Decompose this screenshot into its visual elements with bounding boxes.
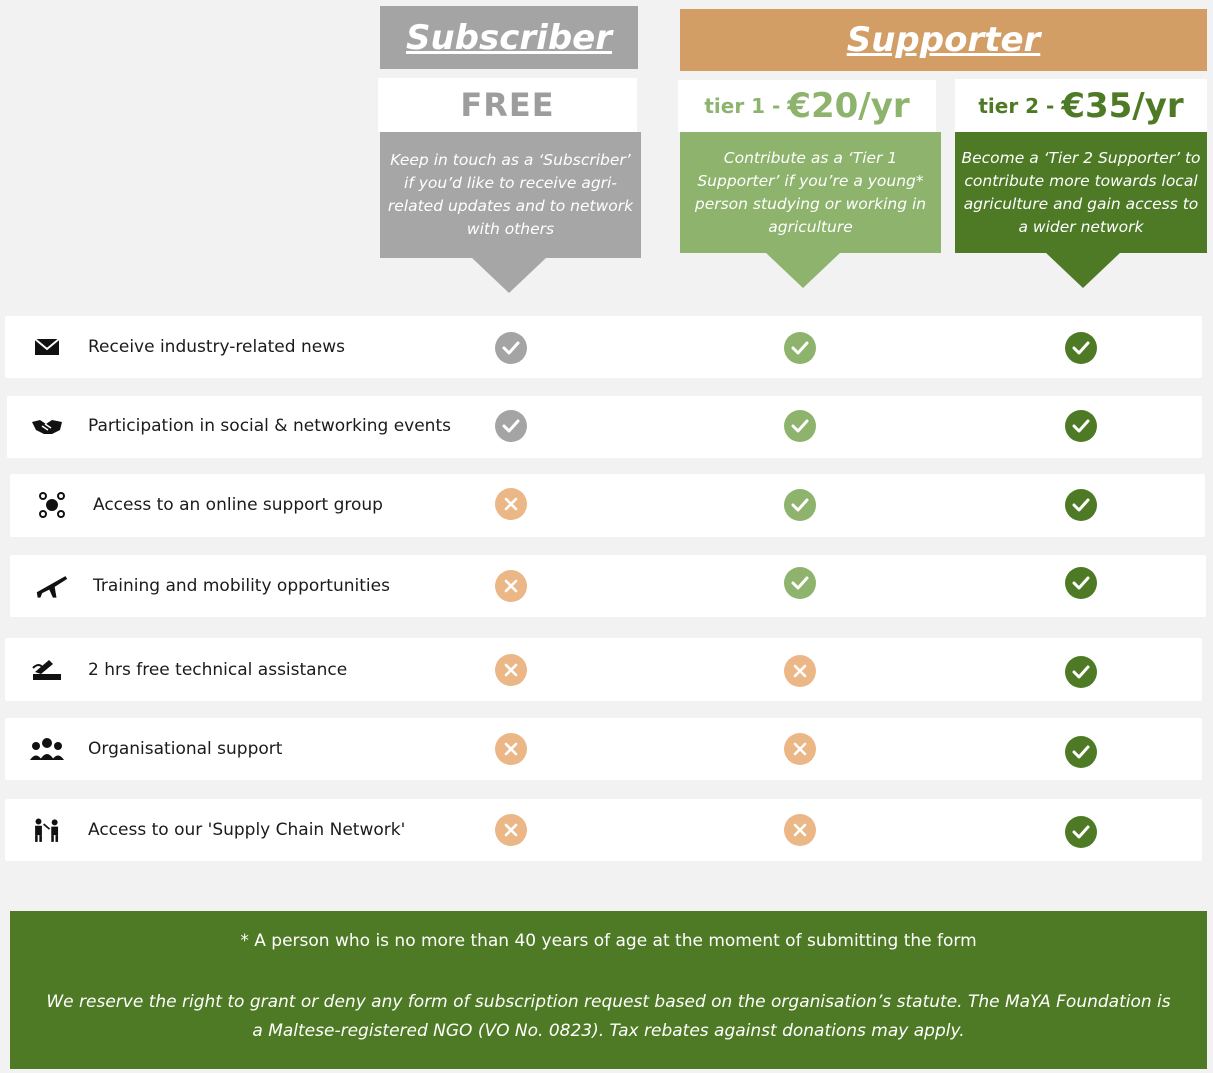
people-group-icon [30, 732, 64, 766]
tier2-description-box [955, 132, 1207, 253]
check-icon-tier1 [784, 489, 816, 521]
check-icon-tier2 [1065, 567, 1097, 599]
cross-icon-subscriber [495, 733, 527, 765]
tier1-price: €20/yr [787, 86, 910, 126]
tier2-prefix: tier 2 - [978, 93, 1055, 118]
cross-icon-tier1 [784, 733, 816, 765]
tier2-pointer [1045, 252, 1121, 288]
check-icon-tier2 [1065, 656, 1097, 688]
check-icon-subscriber [495, 410, 527, 442]
check-icon-tier2 [1065, 410, 1097, 442]
feature-label: Participation in social & networking events [88, 416, 451, 436]
subscriber-title: Subscriber [405, 17, 612, 58]
tier1-price-box [678, 80, 936, 132]
cross-icon-tier1 [784, 814, 816, 846]
feature-label: Organisational support [88, 739, 283, 759]
feature-label: Receive industry-related news [88, 337, 345, 357]
feature-label: Access to our 'Supply Chain Network' [88, 820, 406, 840]
check-icon-tier1 [784, 567, 816, 599]
tier1-prefix: tier 1 - [704, 94, 781, 118]
tier1-description-box [680, 132, 941, 253]
tier1-description: Contribute as a ‘Tier 1 Supporter’ if you’re a young* person studying or working in agriculture [694, 148, 927, 236]
airplane-icon [35, 569, 69, 603]
supporter-title: Supporter [846, 20, 1041, 60]
tier2-description: Become a ‘Tier 2 Supporter’ to contribute more towards local agriculture and gain access to a wider network [961, 148, 1201, 236]
check-icon-tier2 [1065, 332, 1097, 364]
signature-icon [30, 653, 64, 687]
subscriber-description-box [380, 132, 641, 258]
feature-label: Training and mobility opportunities [93, 576, 390, 596]
check-icon-tier2 [1065, 736, 1097, 768]
farmers-icon [30, 813, 64, 847]
footer-disclaimer: We reserve the right to grant or deny any form of subscription request based on the organisation’s statute. The MaYA Foundation is a Maltese-registered NGO (VO No. 0823). Tax rebates against donations may apply. [46, 992, 1171, 1041]
check-icon-subscriber [495, 332, 527, 364]
cross-icon-subscriber [495, 814, 527, 846]
subscriber-description: Keep in touch as a ‘Subscriber’ if you’d like to receive agri-related updates and to network with others [387, 151, 634, 238]
footer-note: * A person who is no more than 40 years of age at the moment of submitting the form [240, 931, 977, 951]
subscriber-price-box [378, 78, 637, 132]
cross-icon-subscriber [495, 654, 527, 686]
network-group-icon [35, 488, 69, 522]
cross-icon-subscriber [495, 570, 527, 602]
footer-panel [10, 911, 1207, 1069]
cross-icon-subscriber [495, 488, 527, 520]
envelope-icon [30, 330, 64, 364]
feature-label: Access to an online support group [93, 495, 383, 515]
tier2-price: €35/yr [1061, 85, 1184, 126]
supporter-header [680, 9, 1207, 71]
check-icon-tier2 [1065, 816, 1097, 848]
subscriber-price: FREE [460, 86, 555, 124]
subscriber-pointer [471, 257, 547, 293]
check-icon-tier1 [784, 332, 816, 364]
check-icon-tier2 [1065, 489, 1097, 521]
handshake-icon [30, 409, 64, 443]
check-icon-tier1 [784, 410, 816, 442]
tier2-price-box [955, 79, 1207, 132]
feature-label: 2 hrs free technical assistance [88, 660, 348, 680]
cross-icon-tier1 [784, 655, 816, 687]
subscriber-header [380, 6, 638, 69]
tier1-pointer [765, 252, 841, 288]
